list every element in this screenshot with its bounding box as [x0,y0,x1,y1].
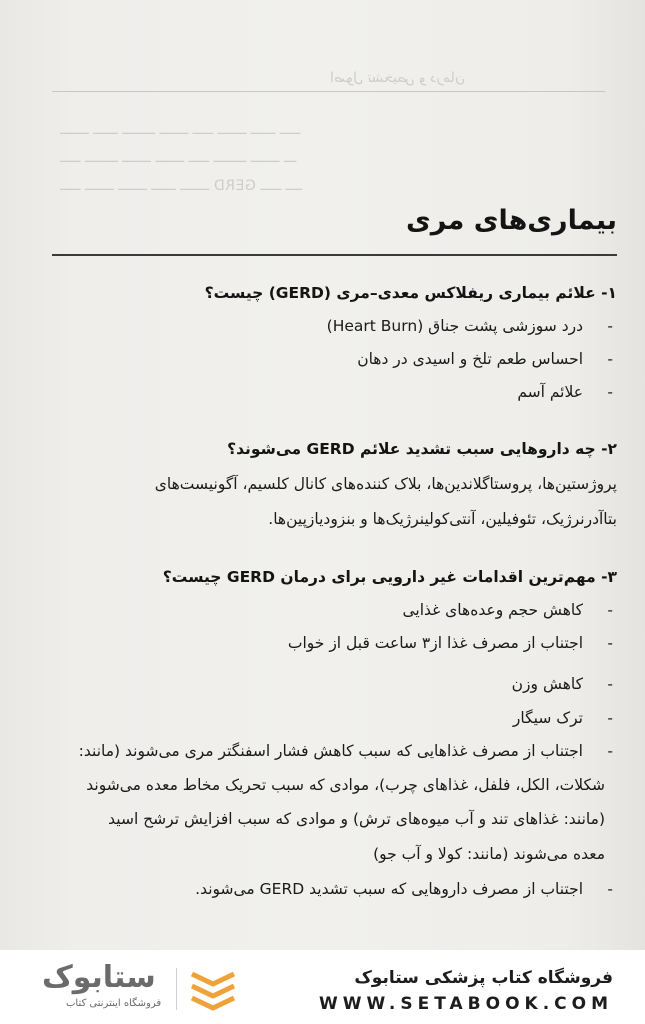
question-3: ۳- مهم‌ترین اقدامات غیر دارویی برای درمان GERD چیست؟ [162,568,617,586]
bleed-through-text: ـــــــ ــــــ ــــــــ ـــــــ ـــــ ـــــــ ــــــ ـــــ [60,122,301,138]
list-item: -کاهش حجم وعده‌های غذایی [402,601,613,619]
list-item: -اجتناب از مصرف غذا از۳ ساعت قبل از خواب [287,634,613,652]
chapter-title: بیماری‌های مری [406,205,617,236]
list-item-continuation: شکلات، الکل، فلفل، غذاهای چرب)، موادی که سبب تحریک مخاط معده می‌شوند [86,776,605,794]
logo-wordmark: ستابوک [42,960,156,995]
chapter-title-underline [52,254,617,256]
store-name: فروشگاه کتاب پزشکی ستابوک [354,968,613,988]
answer-line: پروژستین‌ها، پروستاگلاندین‌ها، بلاک کننده‌های کانال کلسیم، آگونیست‌های [154,475,617,493]
store-url[interactable]: WWW.SETABOOK.COM [319,994,613,1014]
question-1: ۱- علائم بیماری ریفلاکس معدی–مری (GERD) چیست؟ [204,284,617,302]
store-footer [0,950,645,1024]
list-item: -احساس طعم تلخ و اسیدی در دهان [357,350,613,368]
bleed-through-text: ـــــ ــــــــ ـــــــ ـــــــ ـــــ ــــــــ ـــــــ ـــ [60,150,297,166]
logo-divider [176,968,177,1010]
bleed-through-text: ـــــ ـــــــ ـــــــ ــــــ ـــــــ GERD ـــــ ــــ [60,178,303,194]
list-item: -اجتناب از مصرف غذاهایی که سبب کاهش فشار اسفنگتر مری می‌شوند (مانند: [78,742,613,760]
question-2: ۲- چه داروهایی سبب تشدید علائم GERD می‌شوند؟ [227,440,617,458]
list-item: -ترک سیگار [512,709,613,727]
list-item: -علائم آسم [517,383,613,401]
logo-tagline: فروشگاه اینترنتی کتاب [66,998,162,1009]
list-item: -کاهش وزن [511,675,613,693]
list-item: -اجتناب از مصرف داروهایی که سبب تشدید GERD می‌شوند. [195,880,613,898]
book-stack-icon [188,966,238,1012]
list-item-continuation: معده می‌شوند (مانند: کولا و آب جو) [373,845,605,863]
answer-line: بتاآدرنرژیک، تئوفیلین، آنتی‌کولینرژیک‌ها و بنزودیازپین‌ها. [268,510,617,528]
bleed-through-text: اصول تشخیص و درمان [330,70,466,86]
list-item-continuation: (مانند: غذاهای تند و آب میوه‌های ترش) و موادی که سبب افزایش ترشح اسید [108,810,605,828]
running-header-rule [52,91,605,92]
store-logo [30,958,250,1018]
list-item: -درد سوزشی پشت جناق (Heart Burn) [326,317,613,335]
